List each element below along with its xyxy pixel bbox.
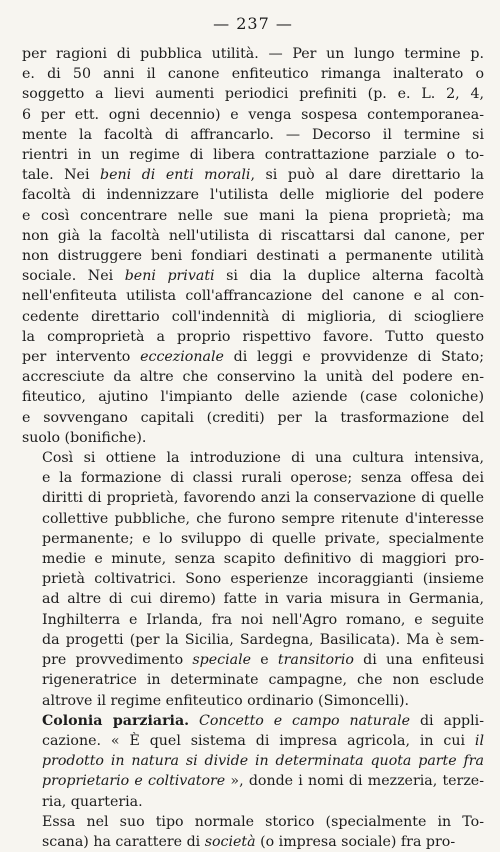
text-run: altrove il regime enfiteutico ordinario (Simoncelli). [42, 692, 409, 709]
italic-text: Concetto e campo naturale [199, 712, 411, 729]
italic-text: eccezionale [140, 349, 224, 366]
text-run: per intervento [22, 349, 141, 366]
text-line [22, 771, 484, 791]
text-run: 6 per ett. ogni decennio) e venga sospesa contemporanea- [22, 106, 484, 123]
italic-text: beni di enti morali [100, 167, 251, 184]
text-line [22, 630, 484, 650]
text-run: accresciute da altre che conservino la unità del podere en- [22, 369, 484, 386]
text-run: fiteutico, ajutino l'impianto delle aziende (case coloniche) [22, 389, 484, 406]
text-run: mente la facoltà di affrancarlo. — Decorso il termine si [22, 126, 484, 143]
text-run: collettive pubbliche, che furono sempre ritenute d'interesse [42, 510, 484, 527]
text-run: scana) ha carattere di [42, 833, 205, 850]
text-line [22, 266, 484, 286]
text-line [22, 509, 484, 529]
text-line [22, 165, 484, 185]
text-run: Essa nel suo tipo normale storico (specialmente in To- [42, 813, 484, 830]
text-line [22, 206, 484, 226]
text-line [22, 751, 484, 771]
text-line [22, 529, 484, 549]
text-run: nell'enfiteuta utilista coll'affrancazione del canone e al con- [22, 288, 484, 305]
text-run: Inghilterra e Irlanda, fra noi nell'Agro romano, e seguite [42, 611, 484, 628]
text-line [22, 286, 484, 306]
text-line [22, 246, 484, 266]
paragraph [22, 812, 484, 852]
text-run: , si può al dare direttario la [250, 167, 484, 184]
text-run: diritti di proprietà, favorendo anzi la conservazione di quelle [42, 490, 484, 507]
text-run: prietà coltivatrici. Sono esperienze incoraggianti (insieme [42, 571, 484, 588]
text-line [22, 387, 484, 407]
text-line [22, 226, 484, 246]
paragraph [22, 711, 484, 812]
text-run: la comproprietà a proprio rispettivo favore. Tutto questo [22, 328, 484, 345]
text-line [22, 44, 484, 64]
italic-text: transitorio [277, 652, 354, 669]
body-text [22, 44, 484, 852]
italic-text: società [204, 833, 256, 850]
text-line [22, 367, 484, 387]
text-run: ria, quarteria. [42, 793, 143, 810]
text-run: sociale. Nei [22, 268, 125, 285]
text-run: permanente; e lo sviluppo di quelle private, specialmente [42, 530, 484, 547]
page-number: — 237 — [213, 14, 293, 33]
italic-text: beni privati [124, 268, 215, 285]
text-line [22, 347, 484, 367]
text-run: Così si ottiene la introduzione di una cultura intensiva, [42, 450, 484, 467]
text-line [22, 145, 484, 165]
text-run: di una enfiteusi [353, 652, 484, 669]
text-line [22, 691, 484, 711]
text-line [22, 549, 484, 569]
text-run: non già la facoltà nell'utilista di riscattarsi dal canone, per [22, 227, 484, 244]
text-line [22, 105, 484, 125]
text-line [22, 670, 484, 690]
text-run: ad altre di cui diremo) fatte in varia misura in Germania, [42, 591, 484, 608]
text-run: e. di 50 anni il canone enfiteutico rimanga inalterato o [22, 66, 484, 83]
text-run: facoltà di indennizzare l'utilista delle migliorie del podere [22, 187, 484, 204]
text-run: cazione. « È quel sistema di impresa agricola, in cui [42, 732, 475, 749]
text-run: tale. Nei [22, 167, 101, 184]
text-line [22, 731, 484, 751]
text-line [22, 650, 484, 670]
text-line [22, 64, 484, 84]
text-run: », donde i nomi di mezzeria, terze- [225, 773, 484, 790]
italic-text: proprietario e coltivatore [42, 773, 226, 790]
text-line [22, 589, 484, 609]
text-line [22, 428, 484, 448]
paragraph [22, 44, 484, 448]
text-run: di leggi e provvidenze di Stato; [223, 349, 484, 366]
text-run: di appli- [410, 712, 484, 729]
text-run: cedente direttario coll'indennità di miglioria, di sciogliere [22, 308, 484, 325]
text-line [22, 792, 484, 812]
italic-text: il [474, 732, 484, 749]
text-run: suolo (bonifiche). [22, 429, 147, 446]
text-line [22, 488, 484, 508]
text-run: e la formazione di classi rurali operose; senza offesa dei [42, 470, 484, 487]
text-run: si dia la duplice alterna facoltà [214, 268, 484, 285]
text-run: medie e minute, senza scapito definitivo di maggiori pro- [42, 551, 484, 568]
text-run: da progetti (per la Sicilia, Sardegna, Basilicata). Ma è sem- [42, 631, 484, 648]
text-run: soggetto a lievi aumenti periodici prefiniti (p. e. L. 2, 4, [22, 86, 484, 103]
text-line [22, 125, 484, 145]
text-run: non distruggere beni fondiari destinati a permanente utilità [22, 248, 484, 265]
text-line [22, 185, 484, 205]
bold-text: Colonia parziaria. [42, 712, 190, 729]
text-line [22, 327, 484, 347]
text-run: rigeneratrice in determinate campagne, che non esclude [42, 672, 484, 689]
text-run: (o impresa sociale) fra pro- [255, 833, 456, 850]
italic-text: prodotto in natura si divide in determinata quota parte fra [42, 753, 484, 770]
text-line [22, 84, 484, 104]
text-line [22, 711, 484, 731]
text-run: e sovvengano capitali (crediti) per la trasformazione del [22, 409, 484, 426]
text-run: e [251, 652, 278, 669]
text-run: pre provvedimento [42, 652, 193, 669]
text-line [22, 448, 484, 468]
text-run: rientri in un regime di libera contrattazione parziale o to- [22, 147, 484, 164]
text-line [22, 468, 484, 488]
text-line [22, 832, 484, 852]
paragraph [22, 448, 484, 711]
text-line [22, 408, 484, 428]
italic-text: speciale [192, 652, 252, 669]
text-line [22, 307, 484, 327]
text-line [22, 610, 484, 630]
text-run: e così concentrare nelle sue mani la piena proprietà; ma [22, 207, 484, 224]
text-line [22, 569, 484, 589]
text-line [22, 812, 484, 832]
text-run [189, 713, 199, 729]
text-run: per ragioni di pubblica utilità. — Per un lungo termine p. [22, 46, 484, 62]
